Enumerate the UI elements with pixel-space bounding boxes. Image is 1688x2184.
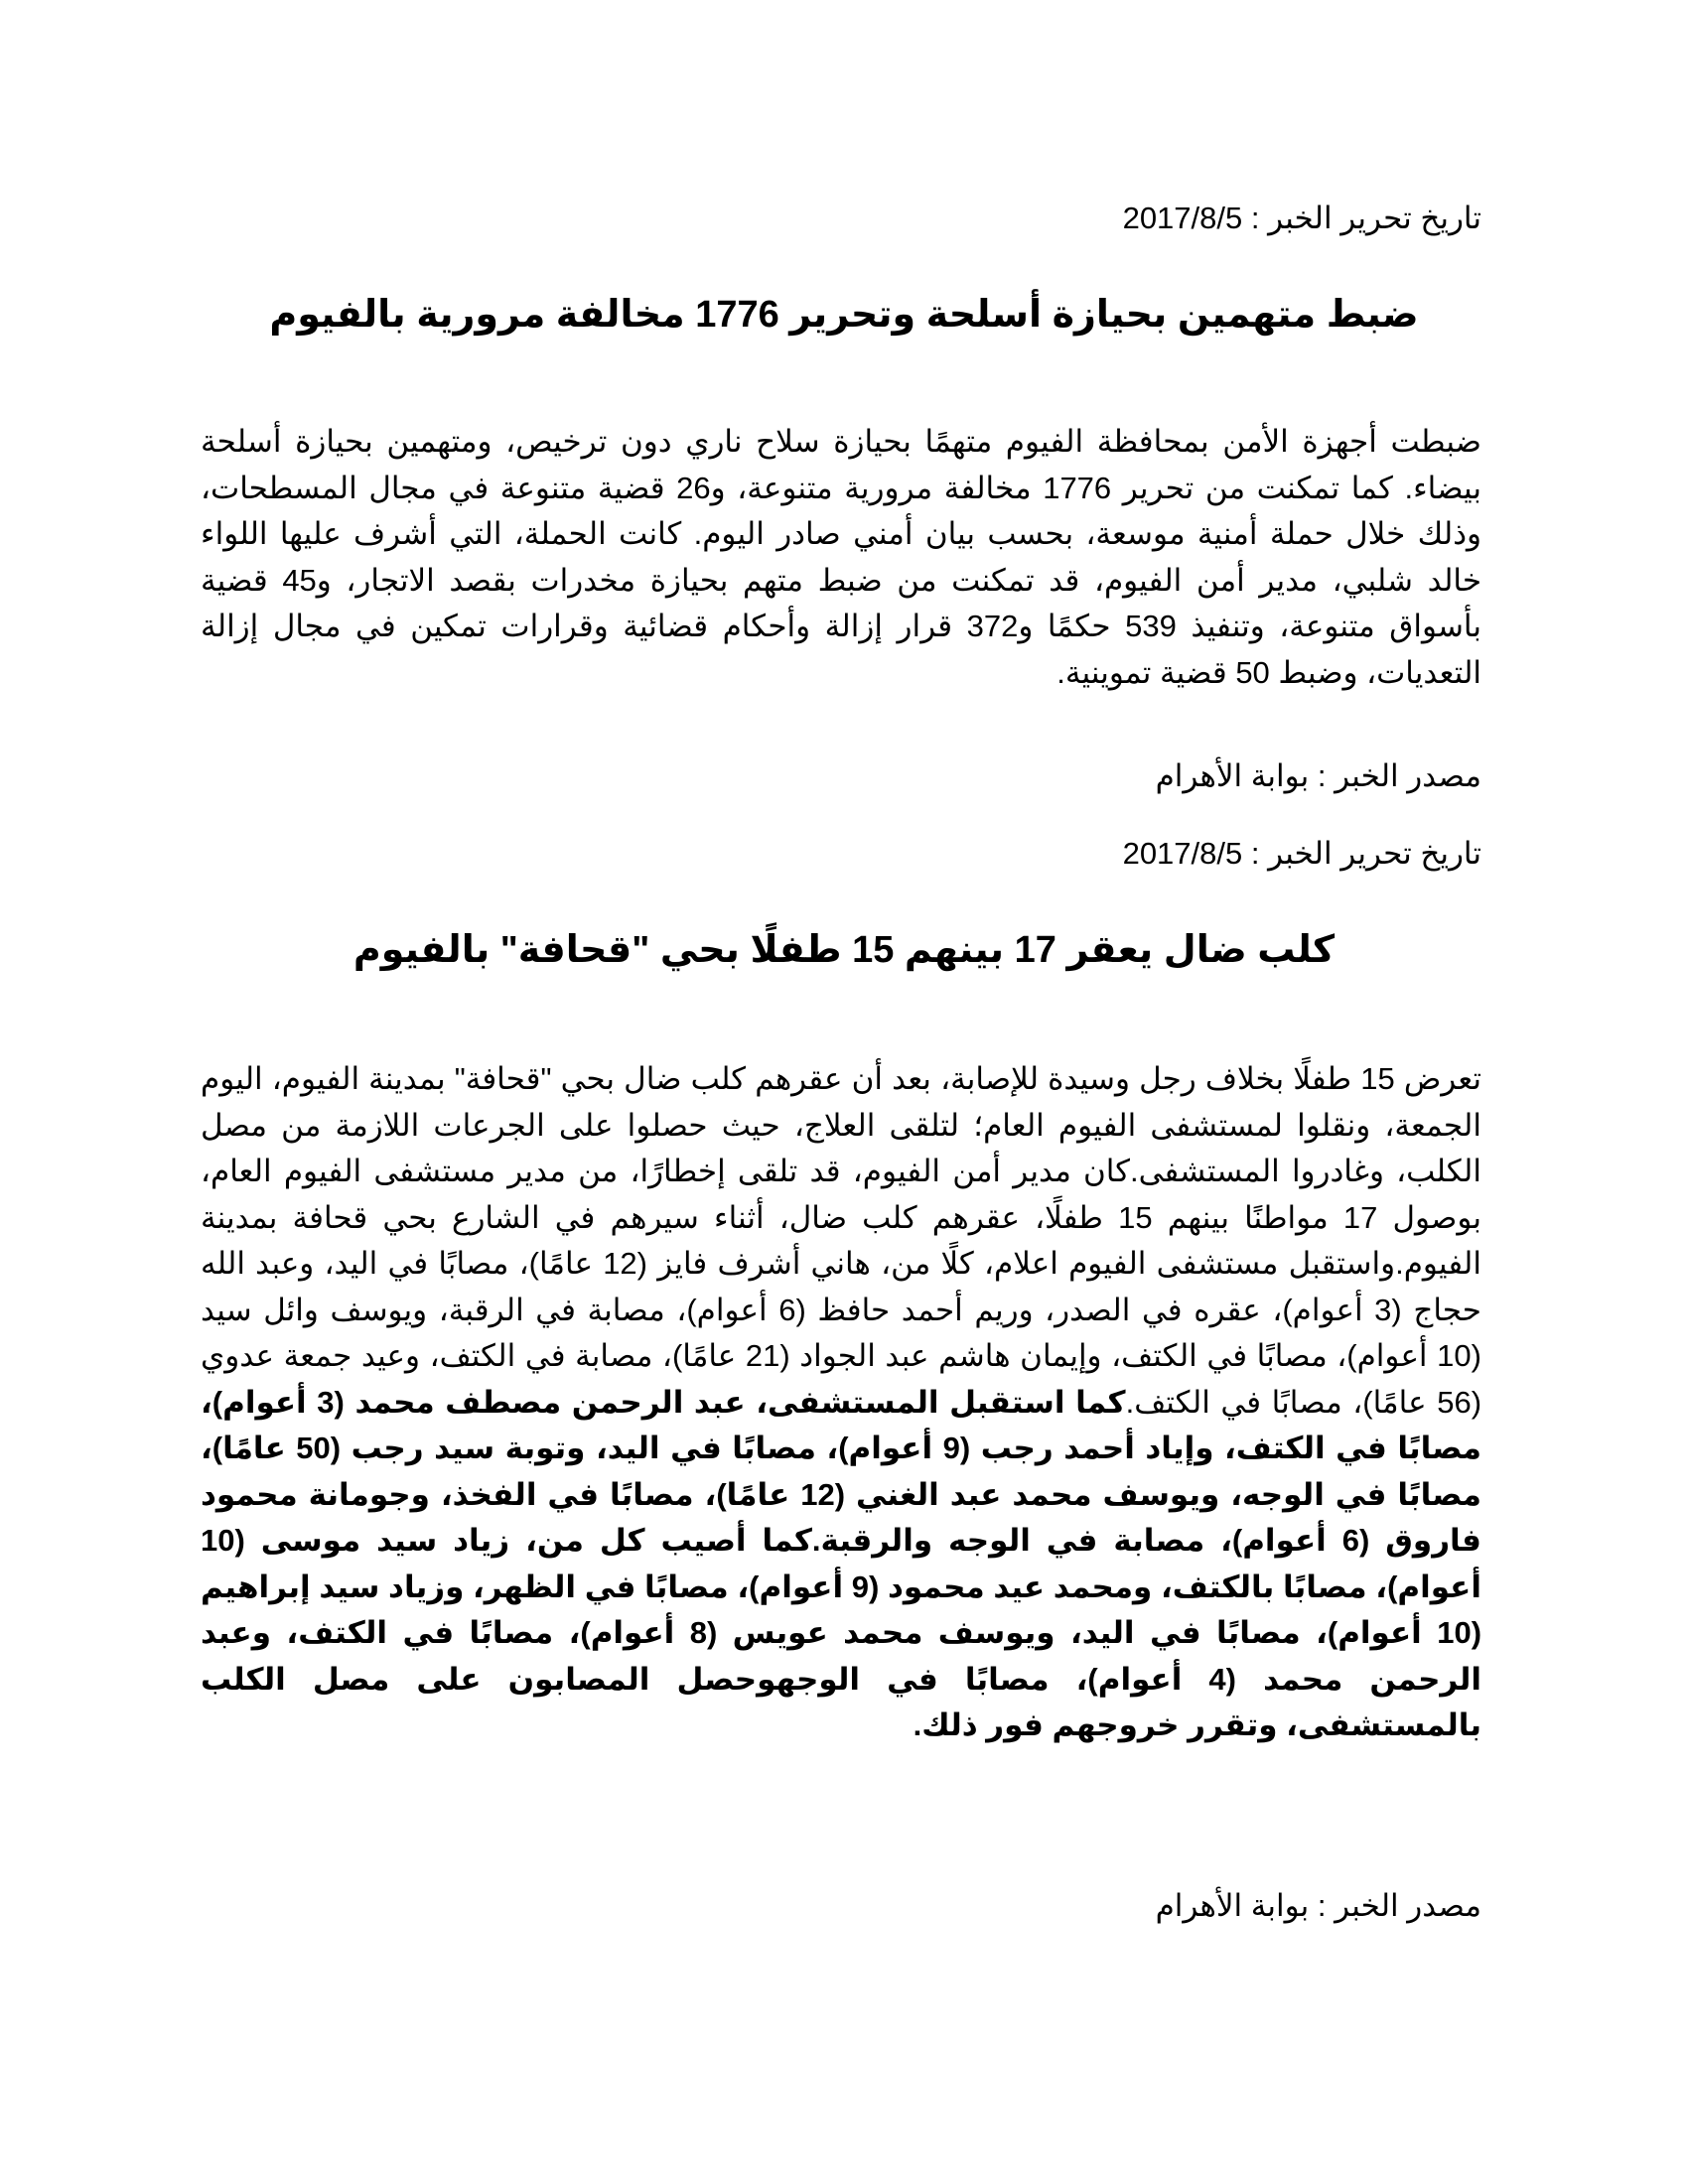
article-2-body [201, 1056, 1481, 1749]
article-2-body-regular: تعرض 15 طفلًا بخلاف رجل وسيدة للإصابة، بعد أن عقرهم كلب ضال بحي "قحافة" بمدينة الفيوم، اليوم الجمعة، ونقلوا لمستشفى الفيوم العام؛ لتلقى العلاج، حيث حصلوا على الجرعات اللازمة من مصل الكلب، وغادروا المستشفى.كان مدير أمن الفيوم، قد تلقى إخطارًا، من مدير مستشفى الفيوم العام، بوصول 17 مواطنًا بينهم 15 طفلًا، عقرهم كلب ضال، أثناء سيرهم في الشارع بحي قحافة بمدينة الفيوم.واستقبل مستشفى الفيوم اعلام، كلًا من، هاني أشرف فايز (12 عامًا)، مصابًا في اليد، وعبد الله حجاج (3 أعوام)، عقره في الصدر، وريم أحمد حافظ (6 أعوام)، مصابة في الرقبة، ويوسف وائل سيد (10 أعوام)، مصابًا في الكتف، وإيمان هاشم عبد الجواد (21 عامًا)، مصابة في الكتف، وعيد جمعة عدوي (56 عامًا)، مصابًا في الكتف. [201, 1061, 1482, 1420]
article-1-source-line: مصدر الخبر : بوابة الأهرام [1155, 758, 1481, 793]
article-1-date-line: تاريخ تحرير الخبر : 2017/8/5 [1122, 201, 1481, 235]
article-1-title: ضبط متهمين بحيازة أسلحة وتحرير 1776 مخالفة مرورية بالفيوم [269, 294, 1419, 336]
article-2-body-bold: كما استقبل المستشفى، عبد الرحمن مصطف محمد (3 أعوام)، مصابًا في الكتف، وإياد أحمد رجب (9 أعوام)، مصابًا في اليد، وتوبة سيد رجب (50 عامًا)، مصابًا في الوجه، ويوسف محمد عبد الغني (12 عامًا)، مصابًا في الفخذ، وجومانة محمود فاروق (6 أعوام)، مصابة في الوجه والرقبة.كما أصيب كل من، زياد سيد موسى (10 أعوام)، مصابًا بالكتف، ومحمد عيد محمود (9 أعوام)، مصابًا في الظهر، وزياد سيد إبراهيم (10 أعوام)، مصابًا في اليد، ويوسف محمد عويس (8 أعوام)، مصابًا في الكتف، وعبد الرحمن محمد (4 أعوام)، مصابًا في الوجهوحصل المصابون على مصل الكلب بالمستشفى، وتقرر خروجهم فور ذلك. [201, 1384, 1482, 1742]
article-2-title: كلب ضال يعقر 17 بينهم 15 طفلًا بحي "قحافة" بالفيوم [352, 929, 1336, 971]
article-2-source-line: مصدر الخبر : بوابة الأهرام [1155, 1888, 1481, 1923]
article-1-body: ضبطت أجهزة الأمن بمحافظة الفيوم متهمًا بحيازة سلاح ناري دون ترخيص، ومتهمين بحيازة أسلحة بيضاء. كما تمكنت من تحرير 1776 مخالفة مرورية متنوعة، و26 قضية متنوعة في مجال المسطحات، وذلك خلال حملة أمنية موسعة، بحسب بيان أمني صادر اليوم. كانت الحملة، التي أشرف عليها اللواء خالد شلبي، مدير أمن الفيوم، قد تمكنت من ضبط متهم بحيازة مخدرات بقصد الاتجار، و45 قضية بأسواق متنوعة، وتنفيذ 539 حكمًا و372 قرار إزالة وأحكام قضائية وقرارات تمكين في مجال إزالة التعديات، وضبط 50 قضية تموينية. [201, 424, 1482, 690]
article-2-date-line: تاريخ تحرير الخبر : 2017/8/5 [1122, 836, 1481, 871]
